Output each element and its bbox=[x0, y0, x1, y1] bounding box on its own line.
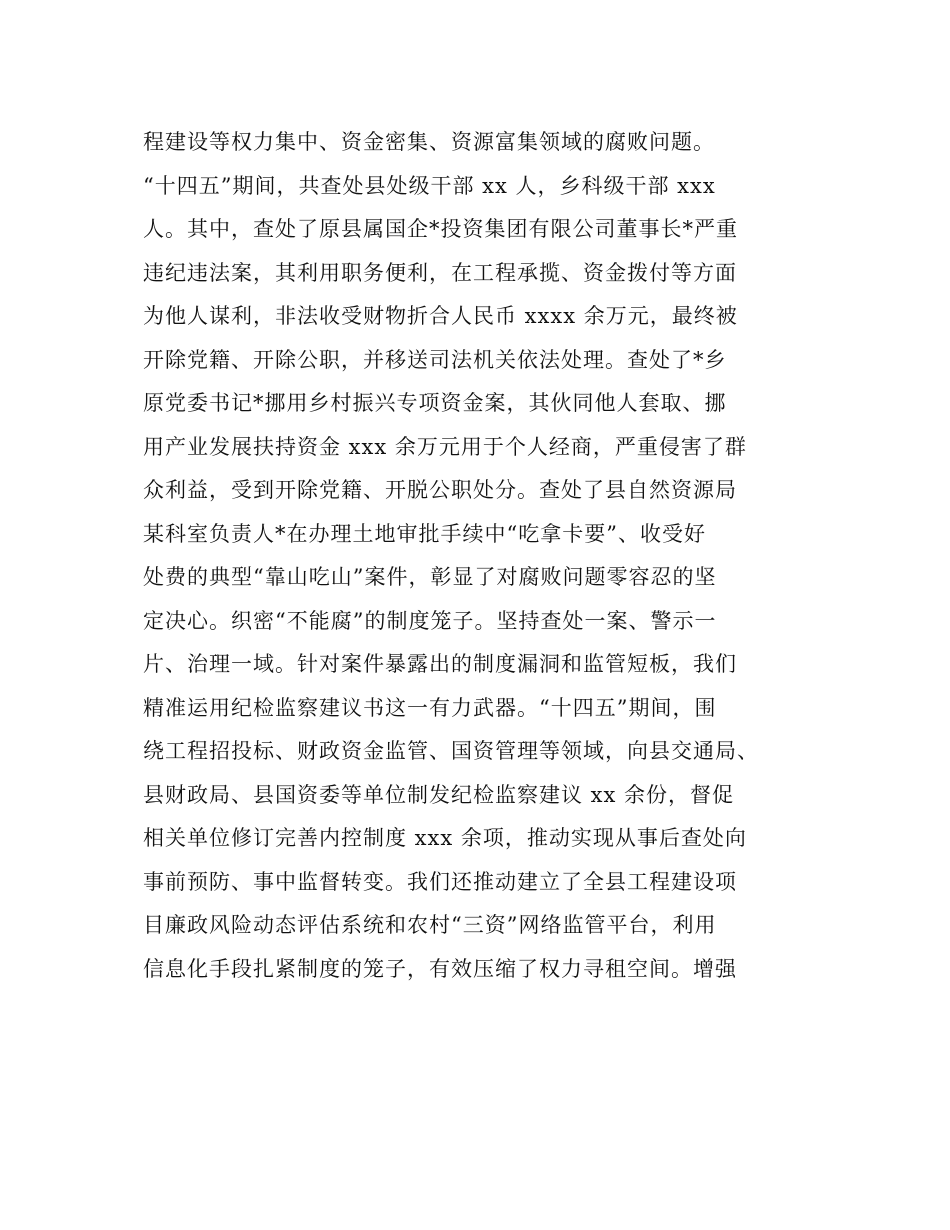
text-line: “十四五”期间，共查处县处级干部 xx 人，乡科级干部 xxx bbox=[143, 173, 716, 198]
text-line: 处费的典型“靠山吃山”案件，彰显了对腐败问题零容忍的坚 bbox=[143, 565, 717, 589]
text-line: 违纪违法案，其利用职务便利，在工程承揽、资金拨付等方面 bbox=[143, 260, 737, 285]
text-line: 事前预防、事中监督转变。我们还推动建立了全县工程建设项 bbox=[143, 869, 737, 894]
text-line: 为他人谋利，非法收受财物折合人民币 xxxx 余万元，最终被 bbox=[143, 304, 738, 328]
text-line: 绕工程招投标、财政资金监管、国资管理等领域，向县交通局、 bbox=[143, 739, 759, 763]
text-line: 原党委书记*挪用乡村振兴专项资金案，其伙同他人套取、挪 bbox=[143, 391, 727, 415]
text-line: 片、治理一域。针对案件暴露出的制度漏洞和监管短板，我们 bbox=[143, 652, 737, 676]
text-line: 众利益，受到开除党籍、开脱公职处分。查处了县自然资源局 bbox=[143, 478, 737, 502]
text-line: 相关单位修订完善内控制度 xxx 余项，推动实现从事后查处向 bbox=[143, 826, 747, 850]
text-line: 人。其中，查处了原县属国企*投资集团有限公司董事长*严重 bbox=[143, 217, 738, 241]
text-line: 信息化手段扎紧制度的笼子，有效压缩了权力寻租空间。增强 bbox=[143, 956, 737, 981]
text-line: 某科室负责人*在办理土地审批手续中“吃拿卡要”、收受好 bbox=[143, 521, 706, 546]
text-line: 县财政局、县国资委等单位制发纪检监察建议 xx 余份，督促 bbox=[143, 782, 735, 807]
body-paragraph bbox=[143, 121, 843, 991]
text-line: 精准运用纪检监察建议书这一有力武器。“十四五”期间，围 bbox=[143, 695, 717, 720]
text-line: 定决心。织密“不能腐”的制度笼子。坚持查处一案、警示一 bbox=[143, 608, 717, 633]
text-line: 程建设等权力集中、资金密集、资源富集领域的腐败问题。 bbox=[143, 130, 715, 154]
text-line: 用产业发展扶持资金 xxx 余万元用于个人经商，严重侵害了群 bbox=[143, 434, 747, 459]
text-line: 开除党籍、开除公职，并移送司法机关依法处理。查处了*乡 bbox=[143, 347, 727, 372]
text-line: 目廉政风险动态评估系统和农村“三资”网络监管平台，利用 bbox=[143, 913, 717, 937]
